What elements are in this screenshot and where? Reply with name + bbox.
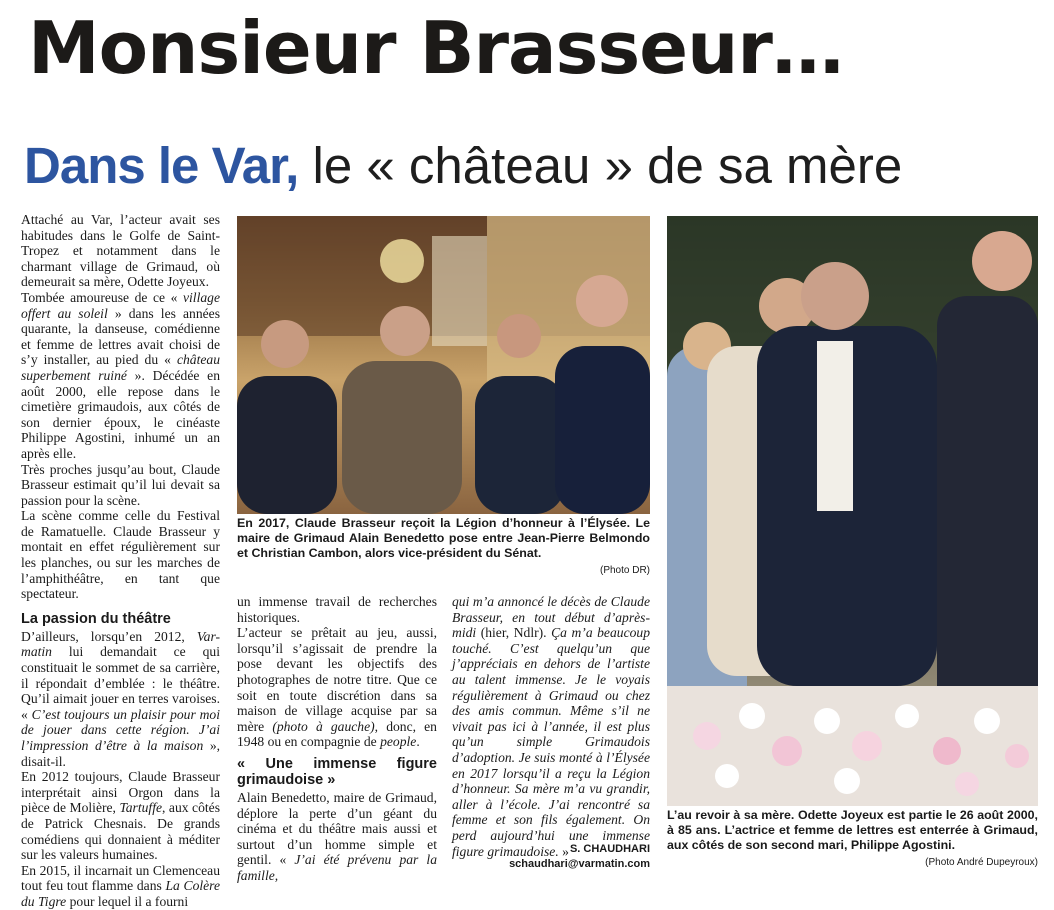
paragraph: Tombée amoureuse de ce « village offert au soleil » dans les années quarante, la danseuse, comédienne et femme de lettres avait choisi de s’y installer, au pied du « château superbement ruiné ». Décédée en août 2000, elle repose dans le cimetière grimaudois, aux côtés de son dernier époux, le cinéaste Philippe Agostini, inhumé un an après elle. — [21, 289, 220, 461]
paragraph: Très proches jusqu’au bout, Claude Brasseur estimait qu’il lui devait sa passion pour la scène. — [21, 461, 220, 508]
photo-caption-funeral: L’au revoir à sa mère. Odette Joyeux est partie le 26 août 2000, à 85 ans. L’actrice et femme de lettres est enterrée à Grimaud, aux côtés de son second mari, Philippe Agostini. — [667, 808, 1038, 852]
subheadline — [24, 137, 903, 194]
author-name: S. CHAUDHARI — [569, 843, 650, 855]
paragraph: D’ailleurs, lorsqu’en 2012, Var-matin lui demandait ce qui constituait le sommet de sa carrière, il répondait d’emblée : le théâtre. Qu’il aimait jouer en terres varoises. « C’est toujours un plaisir pour moi de jouer dans cette région. J’ai l’impression d’être à la maison », disait-il. — [21, 628, 221, 769]
headline: Monsieur Brasseur… — [28, 6, 843, 90]
paragraph: L’acteur se prêtait au jeu, aussi, lorsqu’il s’agissait de prendre la pose devant les objectifs des photographes de notre titre. Que ce soit en toute discrétion dans sa maison de village acquise par sa mère (photo à gauche), donc, en 1948 ou en compagnie de people. — [237, 625, 437, 750]
paragraph: qui m’a annoncé le décès de Claude Brasseur, en tout début d’après-midi (hier, Ndlr). Ça m’a beaucoup touché. C’est quelqu’un que j’appréciais en dehors de l’artiste au talent immense. Je le voyais régulièrement à Grimaud ou chez des amis commun. Même s’il ne vivait pas ici à l’année, il est plus qu’un simple Grimaudois d’adoption. Je suis monté à l’Élysée en 2017 lorsqu’il a reçu la Légion d’honneur. Sa mère m’a vu grandir, aller à l’école. J’ai rencontré sa femme et son fils également. On perd aujourd’hui une immense figure grimaudoise. » — [452, 594, 650, 859]
author-email[interactable]: schaudhari@varmatin.com — [509, 858, 650, 870]
photo-credit-funeral: (Photo André Dupeyroux) — [925, 857, 1038, 868]
subheadline-highlight: Dans le Var, — [24, 137, 299, 194]
photo-funeral-illustration — [667, 216, 1038, 806]
photo-credit-elysee: (Photo DR) — [599, 565, 650, 576]
photo-funeral-grimaud — [667, 216, 1038, 806]
section-title: La passion du théâtre — [21, 610, 171, 627]
photo-elysee-ceremony — [237, 216, 650, 514]
section-title: « Une immense figure grimaudoise » — [237, 755, 437, 788]
paragraph: En 2012 toujours, Claude Brasseur interprétait ainsi Orgon dans la pièce de Molière, Tartuffe, aux côtés de Patrick Chesnais. De grands comédiens qui donnaient à méditer sur les valeurs humaines. — [21, 769, 220, 863]
article-column-1 — [21, 212, 220, 910]
photo-caption-elysee: En 2017, Claude Brasseur reçoit la Légion d’honneur à l’Élysée. Le maire de Grimaud Alain Benedetto pose entre Jean-Pierre Belmondo et Christian Cambon, alors vice-président du Sénat. — [237, 516, 650, 560]
paragraph: Attaché au Var, l’acteur avait ses habitudes dans le Golfe de Saint-Tropez et notamment dans le charmant village de Grimaud, où demeurait sa mère, Odette Joyeux. — [21, 212, 220, 290]
subheadline-rest: le « château » de sa mère — [298, 137, 903, 194]
paragraph: Alain Benedetto, maire de Grimaud, déplore la perte d’un géant du cinéma et du théâtre mais aussi et surtout d’un homme simple et gentil. « J’ai été prévenu par la famille, — [237, 789, 438, 883]
photo-elysee-illustration — [237, 216, 650, 514]
paragraph: un immense travail de recherches historiques. — [237, 594, 437, 625]
flower-wreath — [667, 686, 1038, 806]
paragraph: La scène comme celle du Festival de Ramatuelle. Claude Brasseur y montait en effet régulièrement sur les planches, ou sur les marches de l’amphithéâtre, en tant que spectateur. — [21, 508, 220, 602]
paragraph: En 2015, il incarnait un Clemenceau tout feu tout flamme dans La Colère du Tigre pour lequel il a fourni — [21, 862, 220, 909]
article-column-3 — [452, 594, 650, 859]
article-column-2 — [237, 594, 437, 884]
